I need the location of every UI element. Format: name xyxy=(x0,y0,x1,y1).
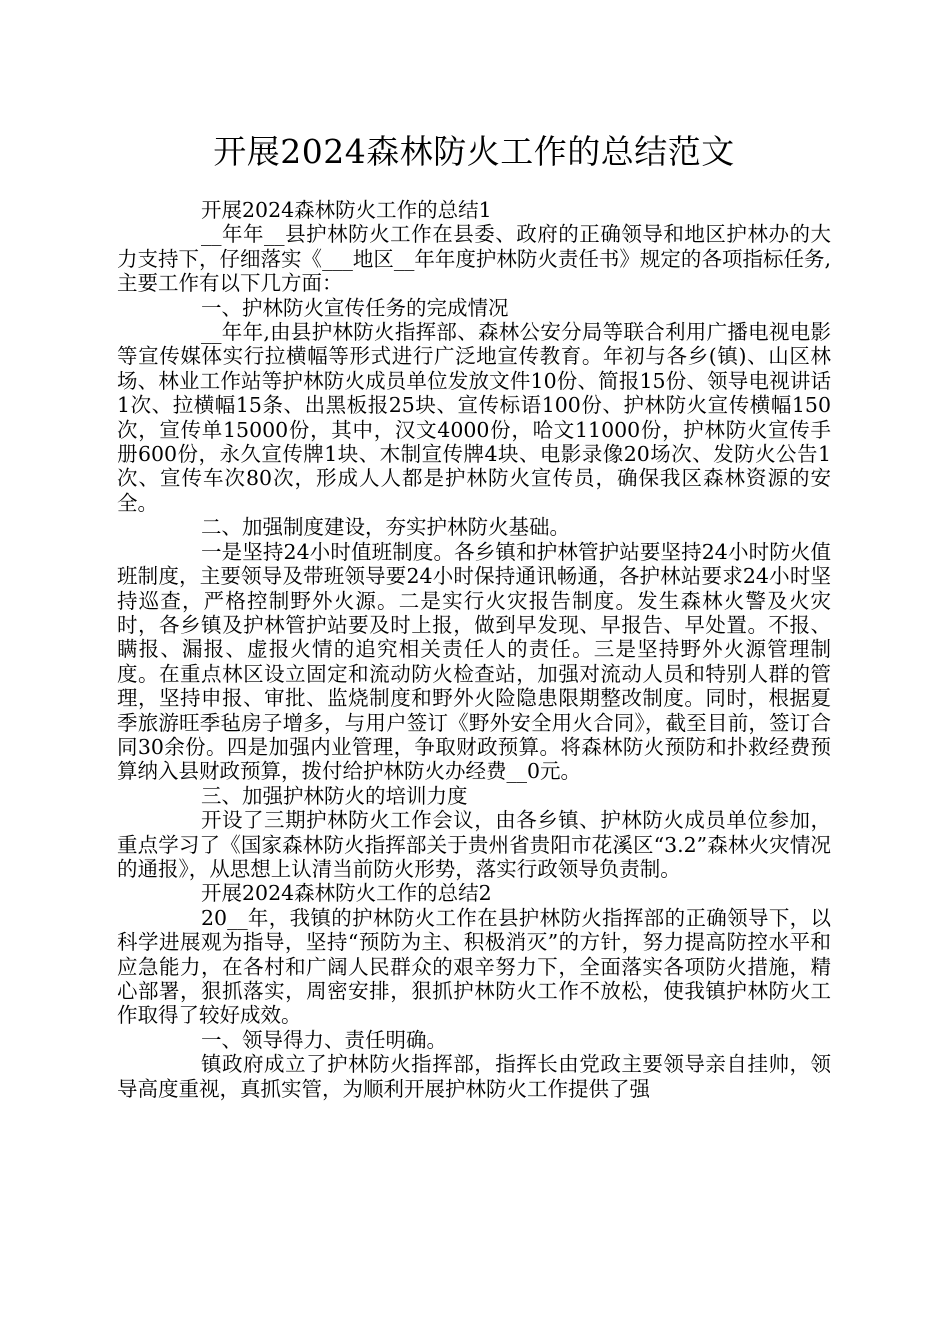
section-heading: 二、加强制度建设，夯实护林防火基础。 xyxy=(201,515,570,540)
section-heading: 三、加强护林防火的培训力度 xyxy=(201,783,468,808)
section-heading: 开展2024森林防火工作的总结1 xyxy=(201,198,492,222)
section-heading: 开展2024森林防火工作的总结2 xyxy=(201,881,492,906)
document-title: 开展2024森林防火工作的总结范文 xyxy=(213,132,735,171)
body-paragraph: 一是坚持24小时值班制度。各乡镇和护林管护站要坚持24小时防火值班制度，主要领导及带班领导要24小时保持通讯畅通，各护林站要求24小时坚持巡查，严格控制野外火源。二是实行火灾报告制度。发生森林火警及火灾时，各乡镇及护林管护站要及时上报，做到早发现、早报告、早处置。不报、瞒报、漏报、虚报火情的追究相关责任人的责任。三是坚持野外火源管理制度。在重点林区设立固定和流动防火检查站，加强对流动人员和特别人群的管理，坚持申报、审批、监烧制度和野外火险隐患限期整改制度。同时，根据夏季旅游旺季毡房子增多，与用户签订《野外安全用火合同》，截至目前，签订合同30余份。四是加强内业管理，争取财政预算。将森林防火预防和扑救经费预算纳入县财政预算，拨付给护林防火办经费__0元。 xyxy=(117,539,831,784)
body-paragraph: 开设了三期护林防火工作会议，由各乡镇、护林防火成员单位参加，重点学习了《国家森林防火指挥部关于贵州省贵阳市花溪区“3.2”森林火灾情况的通报》，从思想上认清当前防火形势，落实行政领导负责制。 xyxy=(117,808,831,881)
section-heading: 一、护林防火宣传任务的完成情况 xyxy=(201,295,509,320)
document-body xyxy=(117,198,831,1101)
section-heading: 一、领导得力、责任明确。 xyxy=(201,1027,447,1052)
body-paragraph: 20__年，我镇的护林防火工作在县护林防火指挥部的正确领导下，以科学进展观为指导，坚持“预防为主、积极消灭”的方针，努力提高防控水平和应急能力，在各村和广阔人民群众的艰辛努力下，全面落实各项防火措施，精心部署，狠抓落实，周密安排，狠抓护林防火工作不放松，使我镇护林防火工作取得了较好成效。 xyxy=(117,905,831,1028)
body-paragraph: 镇政府成立了护林防火指挥部，指挥长由党政主要领导亲自挂帅，领导高度重视，真抓实管，为顺利开展护林防火工作提供了强 xyxy=(117,1052,831,1101)
body-paragraph: __年年__县护林防火工作在县委、政府的正确领导和地区护林办的大力支持下，仔细落实《___地区__年年度护林防火责任书》规定的各项指标任务,主要工作有以下几方面： xyxy=(117,222,831,296)
body-paragraph: __年年,由县护林防火指挥部、森林公安分局等联合利用广播电视电影等宣传媒体实行拉横幅等形式进行广泛地宣传教育。年初与各乡(镇)、山区林场、林业工作站等护林防火成员单位发放文件10份、简报15份、领导电视讲话1次、拉横幅15条、出黑板报25块、宣传标语100份、护林防火宣传横幅150次，宣传单15000份，其中，汉文4000份，哈文11000份，护林防火宣传手册600份，永久宣传牌1块、木制宣传牌4块、电影录像20场次、发防火公告1次、宣传车次80次，形成人人都是护林防火宣传员，确保我区森林资源的安全。 xyxy=(117,320,831,515)
